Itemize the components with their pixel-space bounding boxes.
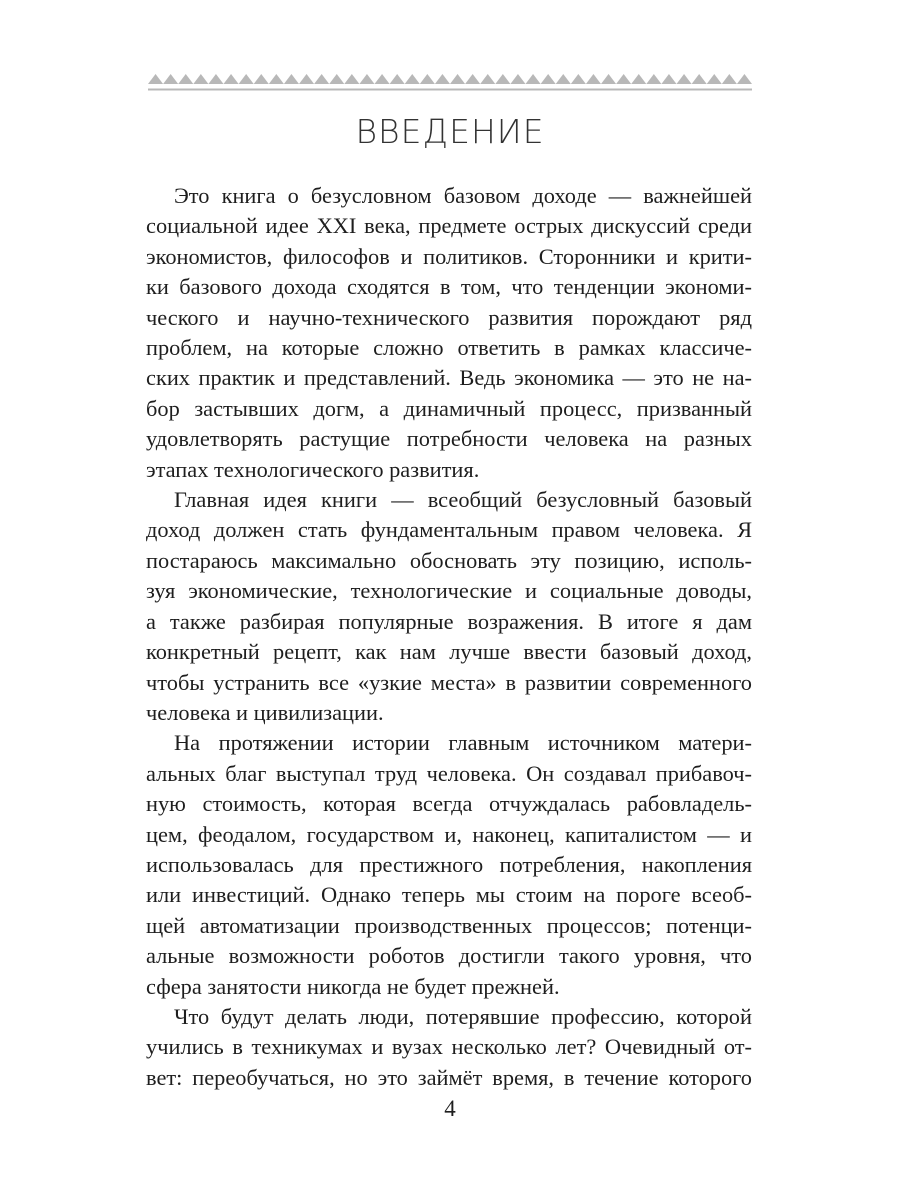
text-line: вет: переобучаться, но это займёт время, в течение которого xyxy=(146,1064,752,1090)
ornament-triangle xyxy=(616,74,631,84)
ornament-triangle xyxy=(284,74,299,84)
text-line: альных благ выступал труд человека. Он создавал прибавоч- xyxy=(146,760,752,786)
text-line: социальной идее XXI века, предмете острых дискуссий среди xyxy=(146,213,752,239)
chapter-title: ВВЕДЕНИЕ xyxy=(355,112,545,151)
ornament-triangle xyxy=(465,74,480,84)
ornament-triangle xyxy=(193,74,208,84)
text-line: ки базового дохода сходятся в том, что тенденции экономи- xyxy=(146,274,752,300)
text-line: удовлетворять растущие потребности человека на разных xyxy=(146,426,752,452)
paragraph-3 xyxy=(146,728,752,1002)
text-line: учились в техникумах и вузах несколько лет? Очевидный от- xyxy=(146,1034,752,1060)
ornament-triangle xyxy=(344,74,359,84)
text-line: альные возможности роботов достигли такого уровня, что xyxy=(146,943,752,969)
ornament-triangle xyxy=(646,74,661,84)
ornament-triangle xyxy=(208,74,223,84)
text-line: На протяжении истории главным источником матери- xyxy=(174,730,752,756)
ornament-triangle xyxy=(359,74,374,84)
ornament-triangle xyxy=(556,74,571,84)
text-line: конкретный рецепт, как нам лучше ввести базовый доход, xyxy=(146,639,752,665)
page-number: 4 xyxy=(444,1096,456,1121)
text-line: Это книга о безусловном базовом доходе — важнейшей xyxy=(174,183,752,208)
ornament-triangle xyxy=(375,74,390,84)
ornament-triangle xyxy=(541,74,556,84)
text-line: сфера занятости никогда не будет прежней. xyxy=(146,973,560,999)
ornament-triangle xyxy=(495,74,510,84)
ornament-triangle xyxy=(661,74,676,84)
ornament-triangle xyxy=(254,74,269,84)
text-line: цем, феодалом, государством и, наконец, капиталистом — и xyxy=(146,821,752,847)
text-line: ческого и научно-технического развития порождают ряд xyxy=(146,304,752,330)
ornament-triangle xyxy=(163,74,178,84)
paragraph-4 xyxy=(146,1002,752,1093)
text-line: бор застывших догм, а динамичный процесс, призванный xyxy=(146,395,752,421)
text-line: ную стоимость, которая всегда отчуждалась рабовладель- xyxy=(146,791,752,817)
text-line: чтобы устранить все «узкие места» в развитии современного xyxy=(146,669,752,695)
ornament-triangle xyxy=(329,74,344,84)
text-line: проблем, на которые сложно ответить в рамках классиче- xyxy=(146,335,752,361)
decorative-ornament-border xyxy=(148,70,752,94)
text-line: Главная идея книги — всеобщий безусловный базовый xyxy=(174,487,752,513)
ornament-triangle xyxy=(707,74,722,84)
text-line: ских практик и представлений. Ведь экономика — это не на- xyxy=(146,365,752,391)
ornament-triangle xyxy=(148,74,163,84)
ornament-triangle xyxy=(450,74,465,84)
ornament-triangle xyxy=(722,74,737,84)
text-line: доход должен стать фундаментальным правом человека. Я xyxy=(146,517,752,543)
ornament-triangle xyxy=(601,74,616,84)
text-line: экономистов, философов и политиков. Сторонники и крити- xyxy=(146,243,752,269)
ornament-triangle xyxy=(571,74,586,84)
ornament-triangle xyxy=(390,74,405,84)
ornament-triangle xyxy=(480,74,495,84)
text-line: постараюсь максимально обосновать эту позицию, исполь- xyxy=(146,547,752,573)
body-text xyxy=(146,181,752,1093)
text-line: Что будут делать люди, потерявшие профессию, которой xyxy=(174,1003,752,1029)
text-line: зуя экономические, технологические и социальные доводы, xyxy=(146,578,752,604)
text-line: или инвестиций. Однако теперь мы стоим на пороге всеоб- xyxy=(146,882,752,908)
ornament-triangle xyxy=(435,74,450,84)
text-line: использовалась для престижного потребления, накопления xyxy=(146,851,752,877)
ornament-triangle xyxy=(239,74,254,84)
text-line: человека и цивилизации. xyxy=(146,699,384,725)
ornament-triangle xyxy=(692,74,707,84)
ornament-triangle xyxy=(510,74,525,84)
ornament-triangle xyxy=(405,74,420,84)
text-line: этапах технологического развития. xyxy=(146,456,480,482)
ornament-triangle xyxy=(737,74,752,84)
ornament-triangle xyxy=(677,74,692,84)
ornament-triangle xyxy=(314,74,329,84)
text-line: щей автоматизации производственных процессов; потенци- xyxy=(146,912,752,938)
ornament-triangle xyxy=(420,74,435,84)
ornament-triangle xyxy=(299,74,314,84)
paragraph-1 xyxy=(146,181,752,485)
ornament-triangle xyxy=(269,74,284,84)
ornament-triangle xyxy=(586,74,601,84)
ornament-triangle xyxy=(224,74,239,84)
paragraph-2 xyxy=(146,485,752,728)
ornament-triangle xyxy=(631,74,646,84)
text-line: а также разбирая популярные возражения. В итоге я дам xyxy=(146,608,752,634)
ornament-triangle xyxy=(178,74,193,84)
ornament-triangle xyxy=(526,74,541,84)
